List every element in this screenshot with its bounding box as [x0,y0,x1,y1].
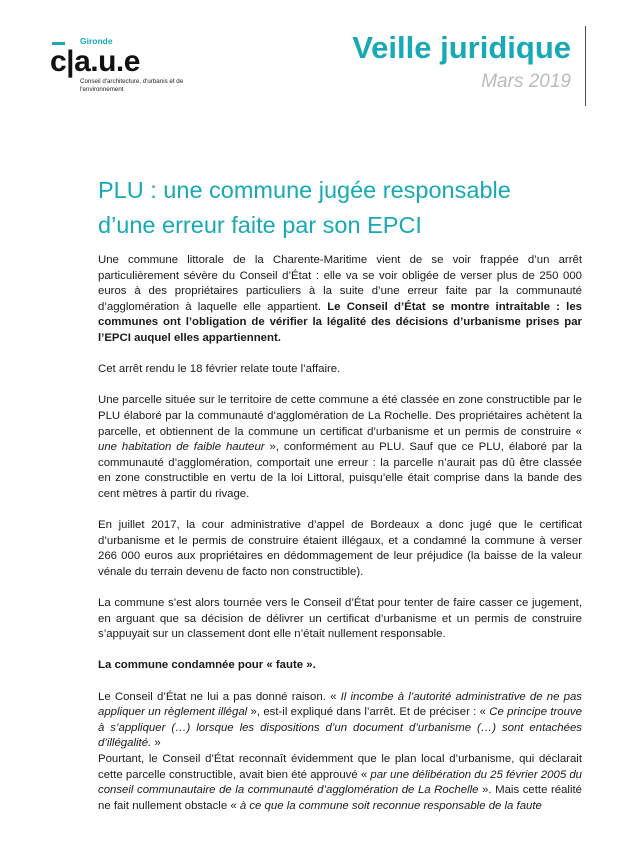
approval-text-b: ». Mais cette réalité ne fait nullement obstacle « [98,784,582,812]
ruling-text-b: », est-il expliqué dans l’arrêt. Et de préciser : « [247,706,490,719]
article-title [98,173,578,243]
header-date: Mars 2019 [481,71,571,92]
paragraph-plu-approval [98,752,582,814]
ruling-quote-1: Il incombe à l’autorité administrative de ne pas appliquer un règlement illégal [98,690,582,719]
ruling-text-a: Le Conseil d’État ne lui a pas donné raison. « [98,690,341,703]
logo-region: Gironde [80,36,113,46]
intro-emphasis: Le Conseil d’État se montre intraitable : les communes ont l’obligation de vérifier la légalité des décisions d’urbanisme prises par l’EPCI auquel elles appartiennent. [98,300,582,344]
approval-quote-1: par une délibération du 25 février 2005 du conseil communautaire de la communauté d’agglomération de La Rochelle [98,768,582,797]
article-body [98,253,582,830]
facts-text-b: », conformément au PLU. Sauf que ce PLU, élaboré par la communauté d’agglomération, comportait une erreur : la parcelle n’aurait pas dû être classée en zone constructible en vertu de la loi Littoral, puisqu’elle était comprise dans la bande des cent mètres à partir du rivage. [98,441,582,500]
paragraph-ruling [98,690,582,752]
paragraph-intro [98,253,582,347]
facts-quote: une habitation de faible hauteur [98,441,265,454]
article-title-line-2: d’une erreur faite par son EPCI [98,212,422,238]
paragraph-appeal: En juillet 2017, la cour administrative d’appel de Bordeaux a donc jugé que le certificat d’urbanisme et le permis de construire étaient illégaux, et a condamné la commune à verser 266 000 euros aux propriétaires en dédommagement de leur préjudice (la baisse de la valeur vénale du terrain devenu de facto non constructible). [98,519,582,578]
header-title: Veille juridique [352,30,571,65]
subheading-text: La commune condamnée pour « faute ». [98,659,316,672]
intro-text: Une commune littorale de la Charente-Maritime vient de se voir frappée d’un arrêt particulièrement sévère du Conseil d’État : elle va se voir obligée de verser plus de 250 000 euros à des propriétaires particuliers à la suite d’une erreur faite par la communauté d’agglomération à laquelle elle appartient. [98,254,582,313]
logo-subtitle: Conseil d'architecture, d'urbanis et de l'environnement [80,78,184,93]
paragraph-council: La commune s’est alors tournée vers le Conseil d’État pour tenter de faire casser ce jugement, en arguant que sa décision de délivrer un certificat d’urbanisme et un permis de construire s’appuyait sur un classement dont elle n’était nullement responsable. [98,597,582,641]
facts-text-a: Une parcelle située sur le territoire de cette commune a été classée en zone constructible par le PLU élaboré par la communauté d’agglomération de La Rochelle. Des propriétaires achètent la parcelle, et obtiennent de la commune un certificat d’urbanisme et un permis de construire « [98,394,582,438]
ruling-text-c: » [151,737,161,750]
header-divider [585,26,586,106]
logo-wordmark: c|a.u.e [50,45,140,78]
article-title-line-1: PLU : une commune jugée responsable [98,177,511,203]
approval-quote-2: à ce que la commune soit reconnue responsable de la faute [239,799,542,812]
paragraph-facts [98,393,582,502]
approval-text-a: Pourtant, le Conseil d’État reconnaît évidemment que le plan local d’urbanisme, qui déclarait cette parcelle constructible, avait bien été approuvé « [98,753,582,781]
section-subheading [98,658,582,674]
ruling-quote-2: Ce principe trouve à s’appliquer (…) lorsque les dispositions d’un document d’urbanisme (…) sont entachées d’illégalité. [98,706,582,750]
paragraph-date: Cet arrêt rendu le 18 février relate toute l’affaire. [98,363,341,376]
